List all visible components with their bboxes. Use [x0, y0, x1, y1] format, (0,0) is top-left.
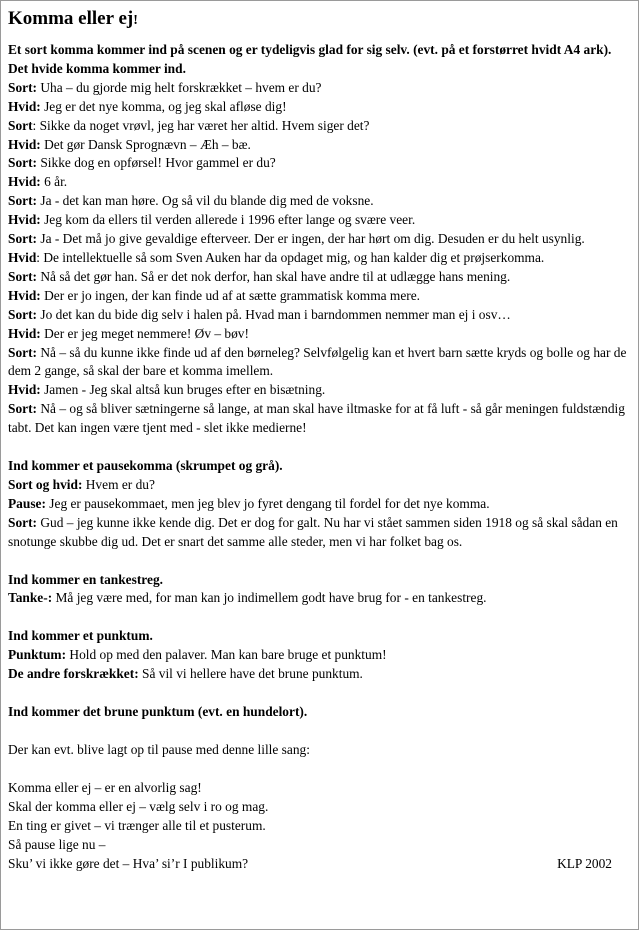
- speaker-label: Hvid:: [8, 287, 41, 303]
- song-line: Så pause lige nu –: [8, 836, 106, 852]
- spacer: [8, 438, 630, 457]
- intro-paragraph: Et sort komma kommer ind på scenen og er tydeligvis glad for sig selv. (evt. på et forstørret hvidt A4 ark).: [8, 42, 612, 57]
- dialogue-line: [8, 136, 630, 155]
- spoken-text: Hvem er du?: [82, 476, 155, 492]
- dialogue-scene-1: [8, 79, 630, 438]
- speaker-label: Sort:: [8, 268, 38, 284]
- spoken-text: : De intellektuelle så som Sven Auken har da opdaget mig, og han kalder dig et prøjserkomma.: [36, 249, 545, 265]
- song-intro: Der kan evt. blive lagt op til pause med denne lille sang:: [8, 742, 310, 757]
- dialogue-line: [8, 173, 630, 192]
- speaker-label: Sort: [8, 117, 33, 133]
- spoken-text: Gud – jeg kunne ikke kende dig. Det er dog for galt. Nu har vi stået sammen siden 1918 og så skal sådan en snotunge skubbe dig ud. Det er snart det samme alle steder, men vi har folket bag os.: [8, 514, 618, 549]
- spacer: [8, 608, 630, 627]
- speaker-label: Sort:: [8, 193, 38, 209]
- dialogue-line: [8, 646, 630, 665]
- speaker-label: Sort og hvid:: [8, 476, 83, 492]
- dialogue-line: [8, 325, 630, 344]
- dialogue-line: [8, 268, 630, 287]
- dialogue-line: [8, 79, 630, 98]
- dialogue-line: [8, 589, 630, 608]
- dialogue-line: [8, 230, 630, 249]
- scene-heading: Ind kommer et punktum.: [8, 628, 153, 644]
- dialogue-line: [8, 154, 630, 173]
- dialogue-line: [8, 306, 630, 325]
- spoken-text: Ja - Det må jo give gevaldige efterveer. Der er ingen, der har hørt om dig. Desuden er du helt usynlig.: [37, 231, 585, 247]
- song-line: [8, 855, 630, 874]
- dialogue-line: [8, 495, 630, 514]
- scene-heading: Ind kommer et pausekomma (skrumpet og grå).: [8, 458, 283, 474]
- dialogue-line: [8, 249, 630, 268]
- spoken-text: Hold op med den palaver. Man kan bare bruge et punktum!: [66, 647, 387, 663]
- dialogue-line: [8, 476, 630, 495]
- spoken-text: Jeg kom da ellers til verden allerede i 1996 efter lange og svære veer.: [40, 212, 416, 228]
- spoken-text: Der er jo ingen, der kan finde ud af at sætte grammatisk komma mere.: [40, 287, 421, 303]
- scene-heading: Ind kommer en tankestreg.: [8, 571, 163, 587]
- spoken-text: : Sikke da noget vrøvl, jeg har været her altid. Hvem siger det?: [32, 117, 370, 133]
- speaker-label: De andre forskrækket:: [8, 666, 139, 682]
- dialogue-line: [8, 192, 630, 211]
- song-line: En ting er givet – vi trænger alle til et pusterum.: [8, 817, 266, 833]
- speaker-label: Sort:: [8, 514, 38, 530]
- spacer: [8, 552, 630, 571]
- dialogue-line: [8, 514, 630, 552]
- spoken-text: Nå – og så bliver sætningerne så lange, at man skal have iltmaske for at få luft - så går meningen fuldstændig tabt. Det kan ingen være tjent med - slet ikke medierne!: [8, 401, 625, 436]
- spoken-text: Jamen - Jeg skal altså kun bruges efter en bisætning.: [40, 382, 326, 398]
- song-line-text: Sku’ vi ikke gøre det – Hva’ si’r I publikum?: [8, 855, 249, 871]
- speaker-label: Sort:: [8, 79, 38, 95]
- signature: KLP 2002: [557, 855, 612, 871]
- speaker-label: Hvid:: [8, 136, 41, 152]
- dialogue-line: [8, 98, 630, 117]
- dialogue-scene-4: [8, 646, 630, 684]
- title-exclamation: !: [133, 13, 138, 28]
- speaker-label: Sort:: [8, 231, 38, 247]
- speaker-label: Punktum:: [8, 647, 67, 663]
- spoken-text: Sikke dog en opførsel! Hvor gammel er du?: [37, 155, 276, 171]
- spacer: [8, 684, 630, 703]
- speaker-label: Pause:: [8, 495, 46, 511]
- dialogue-scene-2: [8, 476, 630, 552]
- song-line: Komma eller ej – er en alvorlig sag!: [8, 779, 202, 795]
- speaker-label: Hvid:: [8, 325, 41, 341]
- spoken-text: Må jeg være med, for man kan jo indimellem godt have brug for - en tankestreg.: [52, 590, 487, 606]
- dialogue-line: [8, 211, 630, 230]
- dialogue-line: [8, 665, 630, 684]
- dialogue-line: [8, 344, 630, 382]
- speaker-label: Hvid:: [8, 174, 41, 190]
- speaker-label: Sort:: [8, 344, 38, 360]
- dialogue-line: [8, 381, 630, 400]
- scene-heading: Ind kommer det brune punktum (evt. en hundelort).: [8, 704, 308, 720]
- speaker-label: Sort:: [8, 155, 38, 171]
- document: [1, 1, 638, 873]
- document-title: [8, 7, 630, 33]
- spoken-text: Jeg er pausekommaet, men jeg blev jo fyret dengang til fordel for det nye komma.: [45, 495, 490, 511]
- dialogue-line: [8, 400, 630, 438]
- speaker-label: Hvid:: [8, 212, 41, 228]
- spoken-text: 6 år.: [40, 174, 68, 190]
- spoken-text: Der er jeg meget nemmere! Øv – bøv!: [40, 325, 249, 341]
- spoken-text: Nå – så du kunne ikke finde ud af den børneleg? Selvfølgelig kan et hvert barn sætte kryds og bolle og har de dem 2 gange, så skal der bare et komma imellem.: [8, 344, 627, 379]
- spoken-text: Ja - det kan man høre. Og så vil du blande dig med de voksne.: [37, 193, 374, 209]
- spoken-text: Det gør Dansk Sprognævn – Æh – bæ.: [40, 136, 251, 152]
- spoken-text: Jeg er det nye komma, og jeg skal afløse dig!: [40, 98, 287, 114]
- title-text: Komma eller ej: [8, 8, 134, 29]
- spoken-text: Uha – du gjorde mig helt forskrækket – hvem er du?: [37, 79, 322, 95]
- dialogue-line: [8, 117, 630, 136]
- speaker-label: Sort:: [8, 401, 38, 417]
- speaker-label: Hvid:: [8, 382, 41, 398]
- spacer: [8, 722, 630, 741]
- song-line: Skal der komma eller ej – vælg selv i ro og mag.: [8, 798, 269, 814]
- spoken-text: Jo det kan du bide dig selv i halen på. Hvad man i barndommen nemmer man ej i osv…: [37, 306, 511, 322]
- speaker-label: Hvid:: [8, 98, 41, 114]
- speaker-label: Tanke-:: [8, 590, 53, 606]
- dialogue-scene-3: [8, 589, 630, 608]
- scene-heading: Det hvide komma kommer ind.: [8, 60, 186, 76]
- song-lyrics: [8, 779, 630, 874]
- spoken-text: Nå så det gør han. Så er det nok derfor, han skal have andre til at udlægge hans mening.: [37, 268, 511, 284]
- spacer: [8, 760, 630, 779]
- speaker-label: Hvid: [8, 249, 37, 265]
- dialogue-line: [8, 287, 630, 306]
- speaker-label: Sort:: [8, 306, 38, 322]
- spoken-text: Så vil vi hellere have det brune punktum.: [138, 666, 363, 682]
